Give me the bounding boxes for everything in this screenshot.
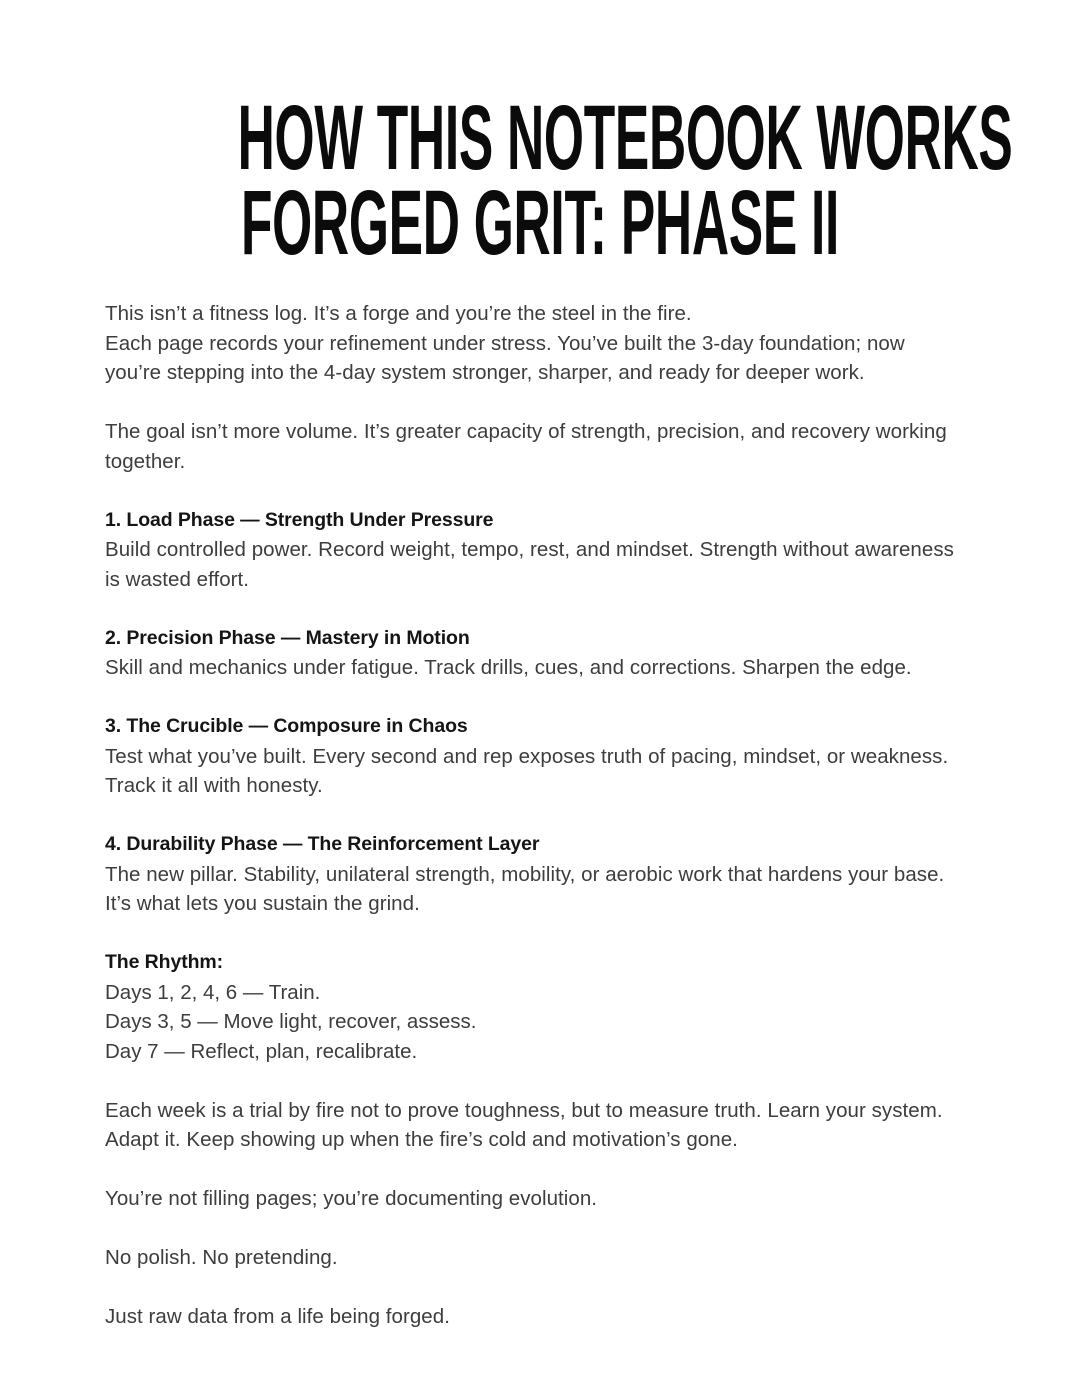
section-heading-load-phase: 1. Load Phase — Strength Under Pressure — [105, 508, 494, 531]
intro-line-3: The goal isn’t more volume. It’s greater capacity of strength, precision, and recovery working together. — [105, 420, 947, 473]
intro-line-1: This isn’t a fitness log. It’s a forge and you’re the steel in the fire. — [105, 302, 692, 326]
closing-paragraph-weekly-trial: Each week is a trial by fire not to prove toughness, but to measure truth. Learn your system. Adapt it. Keep showing up when the fire’s cold and motivation’s gone. — [105, 1098, 943, 1152]
rhythm-line-reflect-day: Day 7 — Reflect, plan, recalibrate. — [105, 1039, 418, 1063]
closing-paragraph-raw-data: Just raw data from a life being forged. — [105, 1305, 450, 1329]
closing-paragraph-no-polish: No polish. No pretending. — [105, 1246, 338, 1270]
section-heading-the-rhythm: The Rhythm: — [105, 951, 224, 974]
title-line-primary: HOW THIS NOTEBOOK WORKS — [237, 87, 1013, 189]
page-title — [0, 0, 1080, 274]
section-heading-precision-phase: 2. Precision Phase — Mastery in Motion — [105, 626, 470, 649]
section-body-the-crucible: Test what you’ve built. Every second and rep exposes truth of pacing, mindset, or weakness. Track it all with honesty. — [105, 744, 949, 798]
intro-line-2: Each page records your refinement under stress. You’ve built the 3-day foundation; now you’re stepping into the 4-day system stronger, sharper, and ready for deeper work. — [105, 331, 905, 385]
title-line-secondary: FORGED GRIT: PHASE II — [240, 171, 840, 274]
section-body-load-phase: Build controlled power. Record weight, tempo, rest, and mindset. Strength without awareness is wasted effort. — [105, 538, 954, 591]
closing-paragraph-documenting-evolution: You’re not filling pages; you’re documenting evolution. — [105, 1187, 598, 1211]
rhythm-line-recovery-days: Days 3, 5 — Move light, recover, assess. — [105, 1010, 477, 1034]
section-body-durability-phase: The new pillar. Stability, unilateral strength, mobility, or aerobic work that hardens your base. It’s what lets you sustain the grind. — [105, 862, 945, 916]
section-heading-the-crucible: 3. The Crucible — Composure in Chaos — [105, 715, 468, 738]
section-heading-durability-phase: 4. Durability Phase — The Reinforcement Layer — [105, 833, 540, 856]
section-body-precision-phase: Skill and mechanics under fatigue. Track drills, cues, and corrections. Sharpen the edge. — [105, 656, 912, 680]
rhythm-line-train-days: Days 1, 2, 4, 6 — Train. — [105, 980, 321, 1004]
document-body — [0, 299, 1080, 1332]
